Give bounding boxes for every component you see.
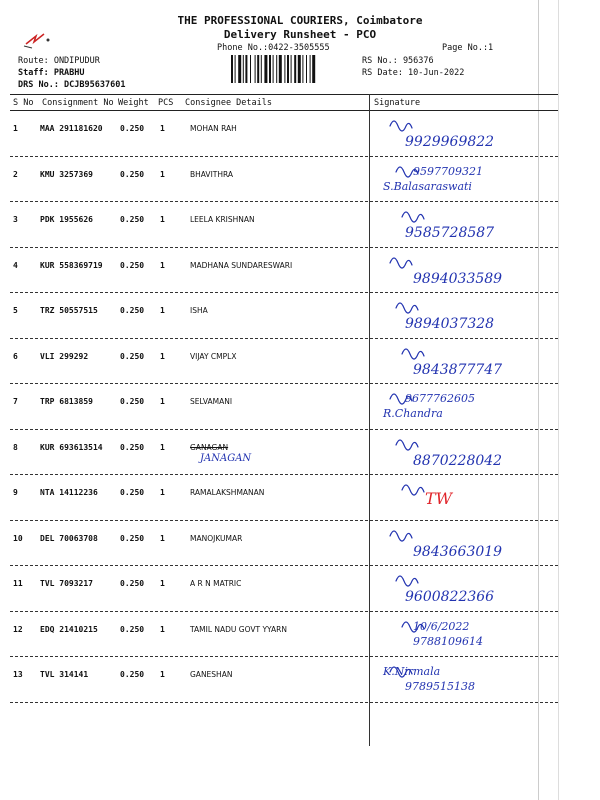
row-pcs: 1 <box>160 351 165 361</box>
row-signature <box>375 658 560 700</box>
row-separator <box>10 429 558 430</box>
row-separator <box>10 565 558 566</box>
row-consignment-no: MAA 291181620 <box>40 124 103 133</box>
row-separator <box>10 383 558 384</box>
row-weight: 0.250 <box>120 397 145 406</box>
rs-date: RS Date: 10-Jun-2022 <box>362 68 465 78</box>
row-weight: 0.250 <box>120 351 145 361</box>
row-weight: 0.250 <box>120 169 145 179</box>
signature-text: K.Nirmala <box>383 665 441 678</box>
row-sno: 9 <box>13 488 18 497</box>
row-sno: 1 <box>13 124 18 133</box>
signature-text: 8870228042 <box>413 452 503 469</box>
col-header-consignee: Consignee Details <box>185 98 272 108</box>
signature-text: R.Chandra <box>383 407 443 420</box>
row-separator <box>10 474 558 475</box>
row-consignee: GANESHAN <box>190 670 233 679</box>
row-sno: 12 <box>13 624 23 634</box>
row-consignment-no: TVL 7093217 <box>40 579 93 588</box>
row-consignment-no: KUR 558369719 <box>40 260 103 270</box>
signature-text: 9788109614 <box>413 634 483 648</box>
row-consignment-no: NTA 14112236 <box>40 488 98 497</box>
row-signature <box>375 294 560 336</box>
signature-text: 9843663019 <box>413 543 503 560</box>
row-pcs: 1 <box>160 215 165 224</box>
row-consignment-no: PDK 1955626 <box>40 215 93 224</box>
row-pcs: 1 <box>160 670 165 679</box>
row-sno: 5 <box>13 306 18 315</box>
row-signature <box>375 203 560 245</box>
signature-text: S.Balasaraswati <box>383 179 472 193</box>
row-pcs: 1 <box>160 169 165 179</box>
row-signature <box>375 431 560 473</box>
col-header-consignment: Consignment No <box>42 98 114 108</box>
row-signature <box>375 567 560 609</box>
row-pcs: 1 <box>160 624 165 634</box>
row-pcs: 1 <box>160 533 165 543</box>
col-header-signature: Signature <box>374 98 421 108</box>
row-sno: 3 <box>13 215 18 224</box>
row-consignee: VIJAY CMPLX <box>190 351 237 361</box>
row-consignee: BHAVITHRA <box>190 169 234 179</box>
row-signature <box>375 385 560 427</box>
signature-text: 9843877747 <box>413 361 503 378</box>
document-subtitle: Delivery Runsheet - PCO <box>223 28 377 41</box>
page-number: Page No.:1 <box>442 43 494 53</box>
signature-text: 9894037328 <box>405 316 495 332</box>
row-consignee: LEELA KRISHNAN <box>190 215 255 224</box>
row-separator <box>10 201 558 202</box>
row-weight: 0.250 <box>120 670 145 679</box>
row-consignment-no: TRZ 50557515 <box>40 306 98 315</box>
row-separator <box>10 656 558 657</box>
col-header-weight: Weight <box>118 98 149 108</box>
signature-text: 9894033589 <box>413 270 503 287</box>
row-consignee: MADHANA SUNDARESWARI <box>190 260 293 270</box>
row-pcs: 1 <box>160 442 165 452</box>
table-top-border <box>10 94 558 95</box>
row-signature <box>375 613 560 655</box>
row-weight: 0.250 <box>120 306 145 315</box>
row-consignee: TAMIL NADU GOVT YYARN <box>190 624 287 634</box>
row-sno: 7 <box>13 397 18 406</box>
col-header-pcs: PCS <box>158 98 174 108</box>
row-consignment-no: DEL 70063708 <box>40 533 98 543</box>
row-pcs: 1 <box>160 306 165 315</box>
signature-text: 9585728587 <box>405 225 495 241</box>
row-separator <box>10 247 558 248</box>
row-consignment-no: VLI 299292 <box>40 351 89 361</box>
row-weight: 0.250 <box>120 579 145 588</box>
row-consignee: A R N MATRIC <box>190 579 242 588</box>
signature-text: 9677762605 <box>405 392 475 405</box>
row-consignment-no: EDQ 21410215 <box>40 624 98 634</box>
row-consignee: MOHAN RAH <box>190 124 237 133</box>
signature-text: 9597709321 <box>413 164 483 178</box>
table-header-border <box>10 110 558 111</box>
row-weight: 0.250 <box>120 488 145 497</box>
signature-text: 9929969822 <box>405 134 495 150</box>
row-separator <box>10 520 558 521</box>
row-signature <box>375 249 560 291</box>
row-consignee-struck: GANAGAN <box>190 442 229 452</box>
rs-number: RS No.: 956376 <box>362 56 434 66</box>
row-weight: 0.250 <box>120 533 145 543</box>
phone-number: Phone No.:0422-3505555 <box>217 43 330 53</box>
row-signature <box>375 112 560 154</box>
row-consignee: ISHA <box>190 306 208 315</box>
row-sno: 6 <box>13 351 18 361</box>
barcode-icon <box>231 55 335 83</box>
staff-label: Staff: PRABHU <box>18 68 85 78</box>
row-consignment-no: TRP 6813859 <box>40 397 93 406</box>
drs-number: DRS No.: DCJB95637601 <box>18 80 126 90</box>
row-pcs: 1 <box>160 397 165 406</box>
row-signature <box>375 158 560 200</box>
row-sno: 2 <box>13 169 18 179</box>
signature-text: 10/6/2022 <box>413 619 470 633</box>
row-separator <box>10 611 558 612</box>
row-sno: 13 <box>13 670 23 679</box>
row-weight: 0.250 <box>120 624 145 634</box>
row-sno: 10 <box>13 533 23 543</box>
row-separator <box>10 338 558 339</box>
row-consignee: SELVAMANI <box>190 397 233 406</box>
route-label: Route: ONDIPUDUR <box>18 56 100 66</box>
document-title: THE PROFESSIONAL COURIERS, Coimbatore <box>177 14 423 27</box>
signature-text: 9600822366 <box>405 589 495 605</box>
row-separator <box>10 702 558 703</box>
row-sno: 8 <box>13 442 18 452</box>
row-consignment-no: KUR 693613514 <box>40 442 103 452</box>
row-consignment-no: KMU 3257369 <box>40 169 93 179</box>
row-sno: 4 <box>13 260 18 270</box>
row-weight: 0.250 <box>120 260 145 270</box>
signature-text: 9789515138 <box>405 680 475 693</box>
row-sno: 11 <box>13 579 23 588</box>
row-pcs: 1 <box>160 579 165 588</box>
row-consignee-handwritten: JANAGAN <box>200 452 252 464</box>
row-pcs: 1 <box>160 124 165 133</box>
signature-text: TW <box>425 489 453 508</box>
row-consignee: MANOJKUMAR <box>190 533 243 543</box>
row-weight: 0.250 <box>120 124 145 133</box>
row-weight: 0.250 <box>120 442 145 452</box>
signature-column-divider <box>369 94 370 746</box>
row-separator <box>10 156 558 157</box>
row-signature <box>375 476 560 518</box>
row-weight: 0.250 <box>120 215 145 224</box>
row-separator <box>10 292 558 293</box>
row-pcs: 1 <box>160 260 165 270</box>
row-consignment-no: TVL 314141 <box>40 670 89 679</box>
row-signature <box>375 340 560 382</box>
col-header-sno: S No <box>13 98 34 108</box>
row-signature <box>375 522 560 564</box>
row-consignee: RAMALAKSHMANAN <box>190 488 265 497</box>
row-pcs: 1 <box>160 488 165 497</box>
